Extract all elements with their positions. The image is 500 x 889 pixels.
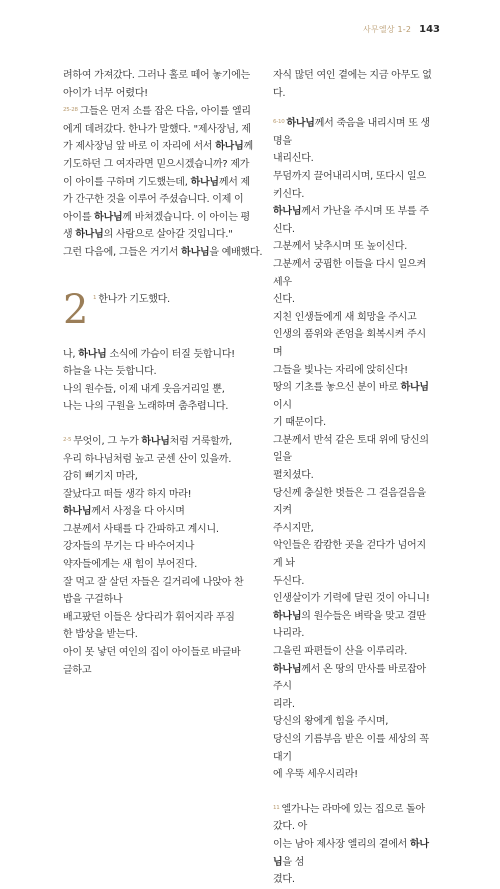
text-run: 그들을 빛나는 자리에 앉히신다! [273,364,408,376]
text-run: 께서 죽음을 내리시며 또 생명을 [273,118,430,147]
text-run: 그분께서 반석 같은 토대 위에 당신의 일을 [273,434,429,464]
text-line [273,800,433,836]
right-top-line [273,67,433,102]
text-line [63,662,263,680]
text-run: 가 간구한 것을 이루어 주셨습니다. 이제 이 [63,194,244,206]
text-run: 주시지만, [273,522,314,534]
text-run: 당신의 왕에게 힘을 주시며, [273,716,389,728]
text-run: 리라. [273,698,295,710]
verse-number: 1 [93,294,97,301]
text-run: 기도하던 그 여자라면 믿으시겠습니까? 제가 [63,158,250,170]
text-line [273,485,433,520]
verse-number: 25-28 [63,107,78,114]
text-run: 자식 많던 여인 곁에는 지금 아무도 없다. [273,70,432,99]
text-line [63,346,263,364]
text-run: 땅의 기초를 놓으신 분이 바로 [273,382,401,394]
page-number: 143 [419,24,440,35]
verse-number: 2-5 [63,436,72,443]
verse-number: 11 [273,804,280,811]
text-line [63,174,263,192]
text-run: 당신께 충실한 벗들은 그 걸음걸음을 지켜 [273,487,426,517]
poem-stanza-2-5 [63,432,263,679]
text-run: 신다. [273,294,295,306]
text-run: 나는 나의 구원을 노래하며 춤추렵니다. [63,401,229,413]
text-run: 내리신다. [273,153,314,165]
text-run: 그을린 파편들이 산을 이루리라. [273,646,408,657]
text-line [63,244,263,262]
text-line [63,121,263,139]
text-run: 나의 원수들, 이제 내게 웃음거리일 뿐, [63,383,225,395]
text-run: 께서 온 땅의 만사를 바로잡아 주시 [273,663,426,693]
text-run: 우리 하나님처럼 높고 굳센 산이 있을까. [63,453,232,465]
divine-name: 하나님 [215,141,244,153]
text-line [63,591,263,609]
text-line [273,114,433,150]
verse-text: 한나가 기도했다. [98,293,170,305]
text-line [63,609,263,627]
text-run: 겼다. [273,874,295,886]
running-head [363,24,440,35]
divine-name: 하나님 [273,610,302,622]
verse-number: 6-10 [273,119,285,126]
text-line [63,191,263,209]
text-run: 감히 뻐기지 마라, [63,471,138,483]
text-run: 그런 다음에, 그들은 거기서 [63,246,182,258]
text-run: 나, [63,348,79,360]
text-run: 인생의 품위와 존엄을 회복시켜 주시며 [273,329,426,358]
text-run: 잘났다고 떠들 생각 하지 마라! [63,488,192,500]
text-run: 하늘을 나는 듯합니다. [63,366,157,378]
text-line [273,309,433,327]
text-run: 잘 먹고 잘 살던 자들은 길거리에 나앉아 찬 [63,576,244,588]
text-line [273,432,433,467]
divine-name: 하나님 [273,206,302,218]
left-top-lines [63,67,263,102]
chapter-2-heading [63,286,263,346]
text-line [63,486,263,504]
text-line [63,226,263,244]
text-run: 이는 남아 제사장 엘리의 곁에서 [273,838,410,850]
right-column [273,67,433,889]
divine-name: 하나님 [286,118,315,130]
text-run: 그들은 먼저 소를 잡은 다음, 아이를 엘리 [79,106,251,118]
text-run: 처럼 거룩할까, [169,435,232,447]
text-line [63,381,263,399]
text-run: 배고팠던 이들은 상다리가 휘어지라 푸짐 [63,611,235,623]
text-line [273,608,433,643]
running-head-title: 사무엘상 1-2 [363,25,412,34]
text-line [273,661,433,696]
divine-name: 하나님 [94,211,123,223]
text-line [273,836,433,871]
text-run: 기 때문이다. [273,417,326,429]
text-line [63,574,263,592]
text-line [63,538,263,556]
divine-name: 하나님 [63,506,92,518]
divine-name: 하나님 [273,663,302,675]
text-run: 지친 인생들에게 새 희망을 주시고 [273,311,417,323]
text-line [63,156,263,174]
divine-name: 하나님 [78,348,107,360]
text-run: 무엇이, 그 누가 [73,435,142,447]
text-run: 펼치셨다. [273,470,314,482]
text-run: 에 우뚝 세우시리라! [273,769,358,781]
text-line [273,203,433,238]
text-run: 인생살이가 기력에 달린 것이 아니니! [273,593,430,605]
text-line [273,362,433,380]
text-line [63,138,263,156]
text-line [273,573,433,591]
text-line [273,414,433,432]
text-line [63,468,263,486]
text-line [63,503,263,521]
text-run: 당신의 기름부음 받은 이를 세상의 꼭대기 [273,733,429,763]
divine-name: 하나님 [190,176,219,188]
text-line [63,556,263,574]
text-run: 아이가 너무 어렸다! [63,87,148,99]
text-line [273,326,433,361]
poem-stanza-6-10 [273,114,433,784]
text-line [273,256,433,291]
text-run: 께 [243,141,253,153]
chapter-number: 2 [63,286,89,333]
text-run: 을 섬 [282,856,305,868]
text-run: 밥을 구걸하나 [63,594,123,606]
text-run: 무덤까지 끌어내리시며, 또다시 일으키신다. [273,170,426,200]
text-line [273,696,433,714]
text-run: 께서 사정을 다 아시며 [91,506,185,518]
text-line [273,67,433,102]
text-line [273,643,433,661]
paragraph-11 [273,800,433,889]
text-line [63,521,263,539]
text-line [273,520,433,538]
divine-name: 하나님 [273,838,429,868]
left-column [63,67,263,679]
text-line [273,238,433,256]
text-line [273,871,433,889]
text-run: 이시 [273,399,292,411]
divine-name: 하나님 [400,382,429,394]
divine-name: 하나님 [141,435,170,447]
text-line [63,67,263,85]
text-run: 그분께서 낮추시며 또 높이신다. [273,241,408,253]
text-run: 두신다. [273,575,305,587]
text-run: 려하여 가져갔다. 그러나 홀로 떼어 놓기에는 [63,70,250,81]
text-line [273,291,433,309]
text-line [273,168,433,203]
text-line [63,363,263,381]
text-run: 약자들에게는 새 힘이 부어진다. [63,559,198,571]
text-run: 가 제사장님 앞 바로 이 자리에 서서 [63,141,216,153]
text-line [63,85,263,103]
chapter-first-line [93,290,170,309]
text-line [273,379,433,414]
text-run: 에게 데려갔다. 한나가 말했다. "제사장님, 제 [63,123,251,135]
text-run: 께서 가난을 주시며 또 부를 주신다. [273,206,429,235]
text-run: 그분께서 궁핍한 이들을 다시 일으켜 세우 [273,258,426,288]
text-run: 강자들의 무기는 다 바수어지나 [63,541,195,553]
text-run: 아이를 [63,211,95,223]
text-run: 께서 제 [218,176,250,188]
text-run: 소식에 가슴이 터질 듯합니다! [106,348,235,360]
text-run: 을 예배했다. [209,246,263,258]
text-run: 엘가나는 라마에 있는 집으로 돌아갔다. 아 [273,803,425,833]
text-line [273,766,433,784]
text-run: 아이 못 낳던 여인의 집이 아이들로 바글바 [63,647,241,659]
poem-stanza-1 [63,346,263,416]
divine-name: 하나님 [181,246,210,258]
text-line [63,102,263,121]
text-run: 의 사람으로 살아갈 것입니다." [103,229,233,241]
text-line [63,398,263,416]
text-line [273,713,433,731]
text-run: 의 원수들은 벼락을 맞고 결딴나리라. [273,610,426,640]
text-line [63,209,263,227]
text-run: 글하고 [63,664,92,676]
text-run: 이 아이를 구하며 기도했는데, [63,176,191,188]
text-line [273,731,433,766]
text-line [63,644,263,662]
text-line [63,626,263,644]
divine-name: 하나님 [75,229,104,241]
text-line [273,150,433,168]
text-run: 생 [63,229,76,241]
text-line [273,467,433,485]
text-line [273,537,433,572]
text-run: 께 바쳐겠습니다. 이 아이는 평 [122,211,250,223]
paragraph-25-28 [63,102,263,261]
text-run: 한 밥상을 받는다. [63,629,138,641]
text-line [63,451,263,469]
text-line [273,590,433,608]
text-line [63,432,263,451]
text-run: 악인들은 캄캄한 곳을 걷다가 넘어지게 놔 [273,540,426,570]
text-run: 그분께서 사태를 다 간파하고 계시니. [63,523,219,535]
